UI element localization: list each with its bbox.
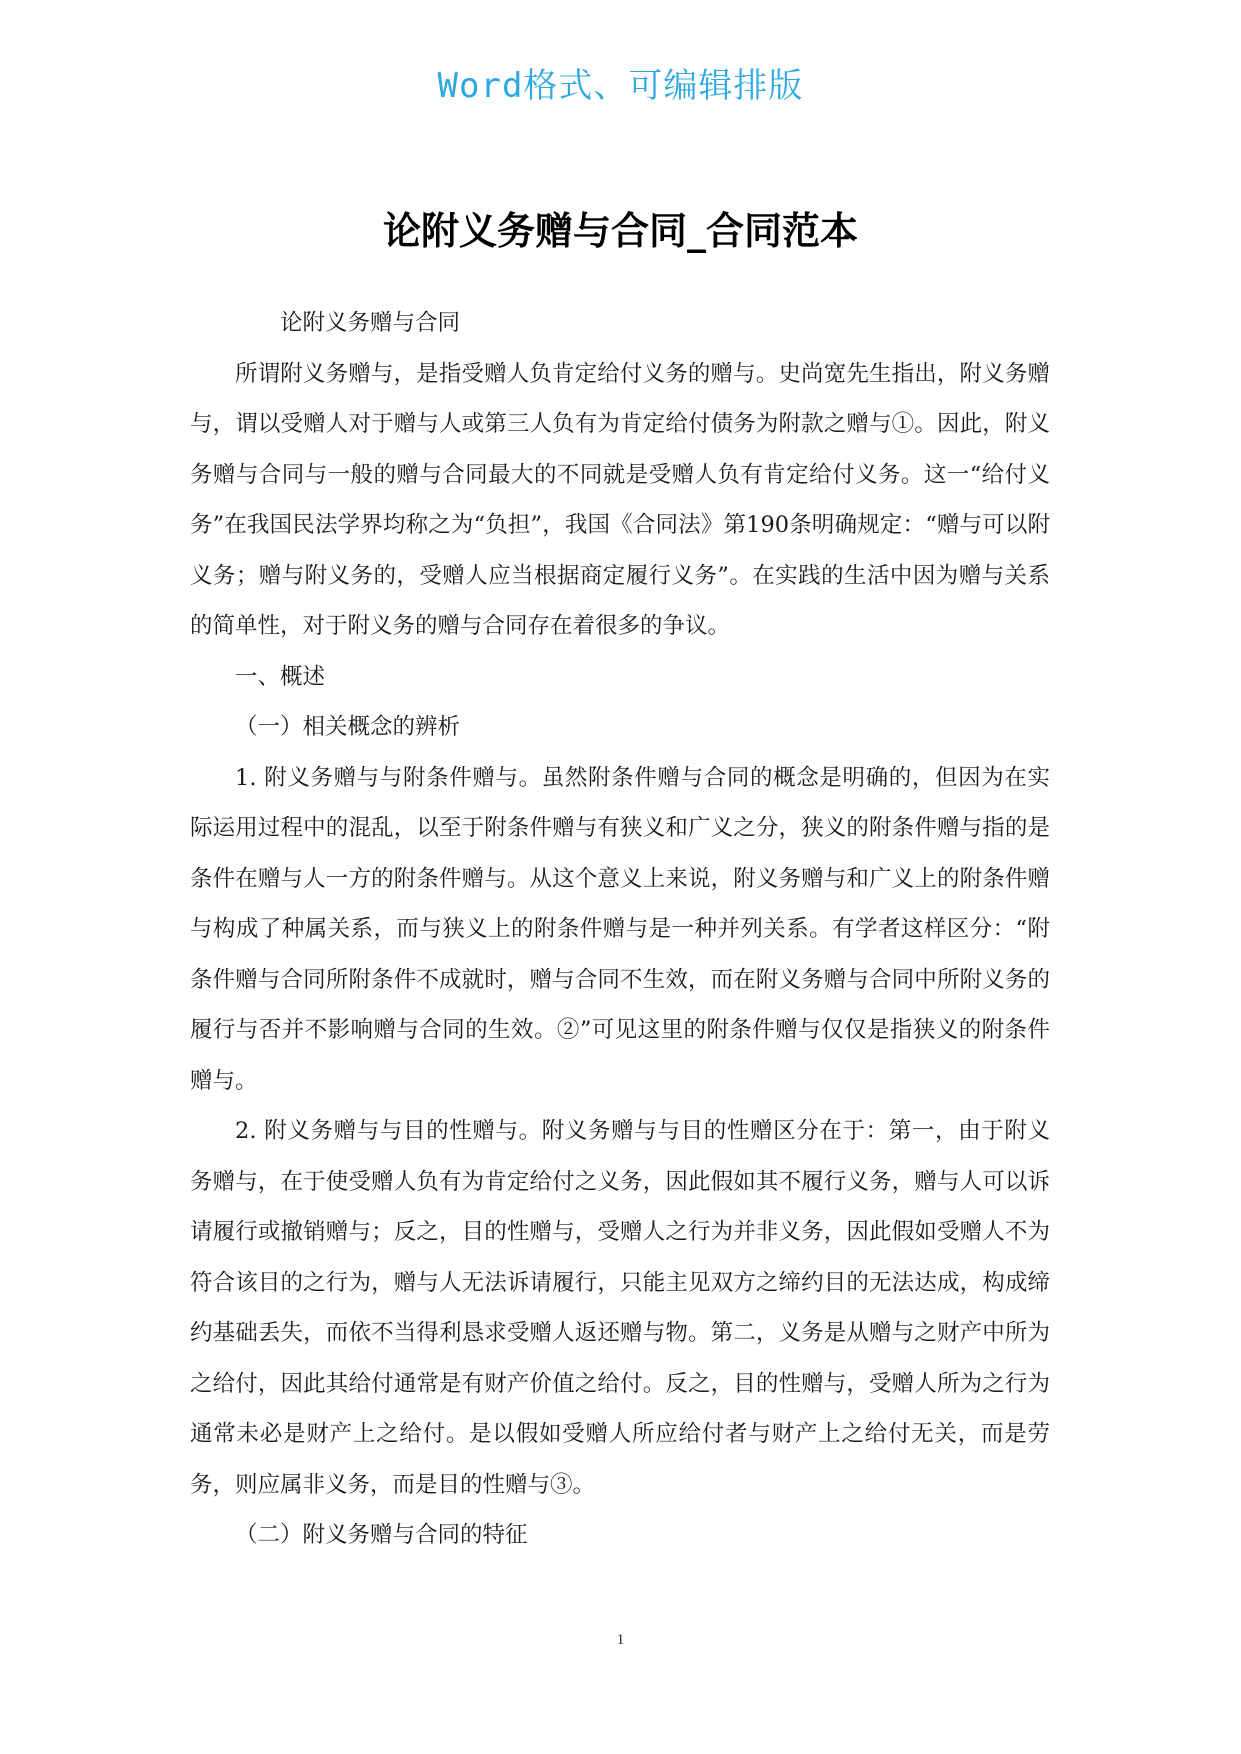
paragraph-purposive-gift: 2. 附义务赠与与目的性赠与。附义务赠与与目的性赠区分在于：第一，由于附义务赠与，在于使受赠人负有为肯定给付之义务，因此假如其不履行义务，赠与人可以诉请履行或撤销赠与；反之，目的性赠与，受赠人之行为并非义务，因此假如受赠人不为符合该目的之行为，赠与人无法诉请履行，只能主见双方之缔约目的无法达成，构成缔约基础丢失，而依不当得利恳求受赠人返还赠与物。第二，义务是从赠与之财产中所为之给付，因此其给付通常是有财产价值之给付。反之，目的性赠与，受赠人所为之行为通常未必是财产上之给付。是以假如受赠人所应给付者与财产上之给付无关，而是劳务，则应属非义务，而是目的性赠与③。	[190, 1118, 1050, 1498]
page-number: 1	[616, 1632, 625, 1648]
paragraph-conditional-gift: 1. 附义务赠与与附条件赠与。虽然附条件赠与合同的概念是明确的，但因为在实际运用过程中的混乱，以至于附条件赠与有狭义和广义之分，狭义的附条件赠与指的是条件在赠与人一方的附条件赠与。从这个意义上来说，附义务赠与和广义上的附条件赠与构成了种属关系，而与狭义上的附条件赠与是一种并列关系。有学者这样区分：“附条件赠与合同所附条件不成就时，赠与合同不生效，而在附义务赠与合同中所附义务的履行与否并不影响赠与合同的生效。②”可见这里的附条件赠与仅仅是指狭义的附条件赠与。	[190, 764, 1050, 1094]
document-body	[190, 298, 1050, 1561]
subsection-heading-concepts: （一）相关概念的辨析	[235, 714, 461, 740]
section-heading-overview: 一、概述	[235, 663, 326, 690]
document-subtitle: 论附义务赠与合同	[280, 310, 461, 336]
paragraph-intro: 所谓附义务赠与，是指受赠人负肯定给付义务的赠与。史尚宽先生指出，附义务赠与，谓以受赠人对于赠与人或第三人负有为肯定给付债务为附款之赠与①。因此，附义务赠与合同与一般的赠与合同最大的不同就是受赠人负有肯定给付义务。这一“给付义务”在我国民法学界均称之为“负担”，我国《合同法》第190条明确规定：“赠与可以附义务；赠与附义务的，受赠人应当根据商定履行义务”。在实践的生活中因为赠与关系的简单性，对于附义务的赠与合同存在着很多的争议。	[190, 360, 1050, 639]
subsection-heading-features: （二）附义务赠与合同的特征	[235, 1522, 528, 1548]
document-header-banner: Word格式、可编辑排版	[437, 66, 804, 106]
document-title: 论附义务赠与合同_合同范本	[382, 209, 858, 253]
